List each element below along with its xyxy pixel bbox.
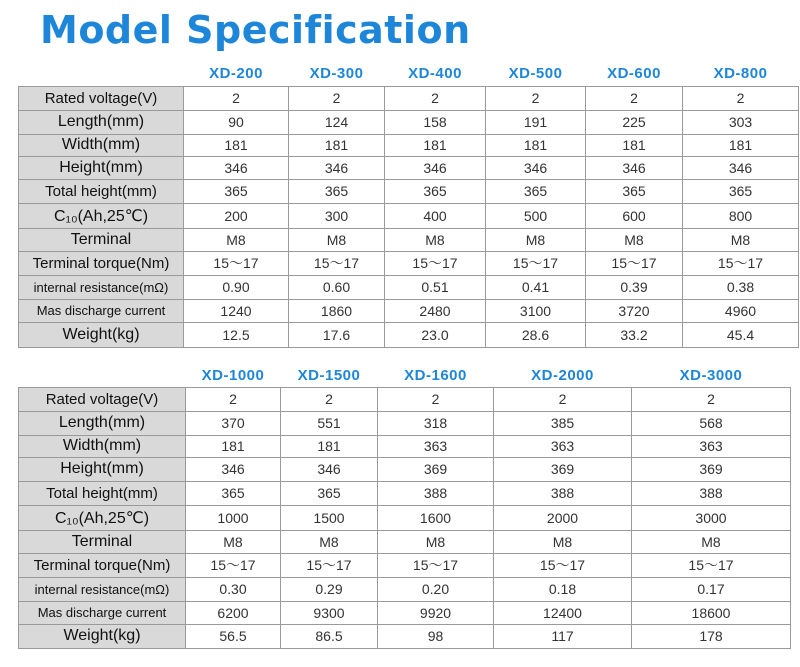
table-row bbox=[19, 530, 791, 553]
spec-value: 2 bbox=[683, 86, 799, 110]
spec-value: 4960 bbox=[683, 299, 799, 322]
row-label: Weight(kg) bbox=[19, 624, 186, 648]
spec-table-2 bbox=[18, 365, 791, 649]
spec-value: 0.60 bbox=[289, 275, 385, 299]
spec-value: 346 bbox=[586, 156, 683, 179]
spec-value: 800 bbox=[683, 203, 799, 228]
table-row bbox=[19, 134, 799, 156]
spec-value: 181 bbox=[184, 134, 289, 156]
model-name: XD-800 bbox=[683, 62, 799, 86]
spec-value: 45.4 bbox=[683, 322, 799, 347]
spec-value: 365 bbox=[281, 481, 378, 505]
spec-value: 15～17 bbox=[186, 553, 281, 577]
spec-value: 2 bbox=[378, 387, 494, 411]
spec-value: M8 bbox=[683, 228, 799, 251]
spec-value: M8 bbox=[289, 228, 385, 251]
spec-value: 56.5 bbox=[186, 624, 281, 648]
spec-value: 365 bbox=[385, 179, 486, 203]
spec-value: 15～17 bbox=[289, 251, 385, 275]
spec-value: 388 bbox=[494, 481, 632, 505]
model-name: XD-200 bbox=[184, 62, 289, 86]
spec-value: 15～17 bbox=[378, 553, 494, 577]
spec-value: 318 bbox=[378, 411, 494, 435]
row-label: C₁₀(Ah,25℃) bbox=[19, 505, 186, 530]
spec-value: 2 bbox=[186, 387, 281, 411]
spec-value: 369 bbox=[378, 457, 494, 481]
spec-value: 2 bbox=[632, 387, 791, 411]
row-label: Terminal torque(Nm) bbox=[19, 553, 186, 577]
spec-value: 600 bbox=[586, 203, 683, 228]
row-label: Total height(mm) bbox=[19, 179, 184, 203]
row-label: Width(mm) bbox=[19, 134, 184, 156]
spec-value: 1600 bbox=[378, 505, 494, 530]
spec-value: 551 bbox=[281, 411, 378, 435]
spec-value: 12.5 bbox=[184, 322, 289, 347]
model-name: XD-300 bbox=[289, 62, 385, 86]
spec-value: 2 bbox=[486, 86, 586, 110]
table-row bbox=[19, 435, 791, 457]
spec-value: 400 bbox=[385, 203, 486, 228]
spec-value: 346 bbox=[281, 457, 378, 481]
model-header-row bbox=[19, 62, 799, 86]
spec-value: 363 bbox=[632, 435, 791, 457]
table-row bbox=[19, 322, 799, 347]
spec-table-1 bbox=[18, 62, 799, 348]
model-name: XD-1600 bbox=[378, 365, 494, 387]
spec-value: 86.5 bbox=[281, 624, 378, 648]
table-row bbox=[19, 299, 799, 322]
spec-value: 388 bbox=[378, 481, 494, 505]
spec-value: M8 bbox=[186, 530, 281, 553]
spec-value: M8 bbox=[281, 530, 378, 553]
spec-value: 369 bbox=[494, 457, 632, 481]
spec-value: 346 bbox=[385, 156, 486, 179]
spec-value: 33.2 bbox=[586, 322, 683, 347]
spec-value: 500 bbox=[486, 203, 586, 228]
spec-value: 15～17 bbox=[586, 251, 683, 275]
spec-value: 225 bbox=[586, 110, 683, 134]
row-label: Width(mm) bbox=[19, 435, 186, 457]
spec-value: 1240 bbox=[184, 299, 289, 322]
spec-value: 3720 bbox=[586, 299, 683, 322]
spec-value: 370 bbox=[186, 411, 281, 435]
table-row bbox=[19, 110, 799, 134]
table-row bbox=[19, 601, 791, 624]
spec-value: 15～17 bbox=[281, 553, 378, 577]
row-label: Height(mm) bbox=[19, 156, 184, 179]
spec-value: 0.17 bbox=[632, 577, 791, 601]
spec-value: 2 bbox=[289, 86, 385, 110]
spec-value: M8 bbox=[494, 530, 632, 553]
row-label: Terminal torque(Nm) bbox=[19, 251, 184, 275]
spec-value: 1860 bbox=[289, 299, 385, 322]
spec-value: 346 bbox=[186, 457, 281, 481]
table-row bbox=[19, 156, 799, 179]
spec-value: 346 bbox=[486, 156, 586, 179]
spec-value: M8 bbox=[184, 228, 289, 251]
spec-value: 124 bbox=[289, 110, 385, 134]
spec-value: 2 bbox=[586, 86, 683, 110]
spec-value: 0.18 bbox=[494, 577, 632, 601]
row-label: Terminal bbox=[19, 530, 186, 553]
spec-value: M8 bbox=[486, 228, 586, 251]
spec-value: 0.29 bbox=[281, 577, 378, 601]
spec-value: 191 bbox=[486, 110, 586, 134]
spec-value: 365 bbox=[683, 179, 799, 203]
row-label: Mas discharge current bbox=[19, 601, 186, 624]
table-row bbox=[19, 553, 791, 577]
spec-value: 365 bbox=[586, 179, 683, 203]
row-label: Rated voltage(V) bbox=[19, 387, 186, 411]
table-row bbox=[19, 86, 799, 110]
model-name: XD-400 bbox=[385, 62, 486, 86]
spec-value: 181 bbox=[683, 134, 799, 156]
spec-value: M8 bbox=[385, 228, 486, 251]
spec-value: 158 bbox=[385, 110, 486, 134]
table-row bbox=[19, 624, 791, 648]
page-title: Model Specification bbox=[40, 8, 471, 52]
header-corner bbox=[19, 365, 186, 387]
spec-value: 2480 bbox=[385, 299, 486, 322]
spec-value: 369 bbox=[632, 457, 791, 481]
model-name: XD-2000 bbox=[494, 365, 632, 387]
model-name: XD-600 bbox=[586, 62, 683, 86]
spec-value: 200 bbox=[184, 203, 289, 228]
spec-value: 2 bbox=[494, 387, 632, 411]
spec-value: 3000 bbox=[632, 505, 791, 530]
spec-value: 12400 bbox=[494, 601, 632, 624]
model-name: XD-3000 bbox=[632, 365, 791, 387]
table-row bbox=[19, 457, 791, 481]
spec-value: 388 bbox=[632, 481, 791, 505]
spec-value: 2 bbox=[385, 86, 486, 110]
row-label: C₁₀(Ah,25℃) bbox=[19, 203, 184, 228]
table-row bbox=[19, 203, 799, 228]
model-header-row bbox=[19, 365, 791, 387]
spec-value: 181 bbox=[289, 134, 385, 156]
spec-value: 0.30 bbox=[186, 577, 281, 601]
spec-value: 15～17 bbox=[486, 251, 586, 275]
table-row bbox=[19, 577, 791, 601]
spec-value: 303 bbox=[683, 110, 799, 134]
spec-value: M8 bbox=[378, 530, 494, 553]
spec-value: 6200 bbox=[186, 601, 281, 624]
row-label: Length(mm) bbox=[19, 110, 184, 134]
spec-value: 365 bbox=[184, 179, 289, 203]
table-row bbox=[19, 275, 799, 299]
spec-value: 15～17 bbox=[184, 251, 289, 275]
spec-value: 181 bbox=[586, 134, 683, 156]
spec-value: 9300 bbox=[281, 601, 378, 624]
table-row bbox=[19, 179, 799, 203]
spec-value: 300 bbox=[289, 203, 385, 228]
spec-value: 98 bbox=[378, 624, 494, 648]
spec-value: 15～17 bbox=[494, 553, 632, 577]
spec-value: 0.51 bbox=[385, 275, 486, 299]
spec-value: 3100 bbox=[486, 299, 586, 322]
spec-value: 181 bbox=[186, 435, 281, 457]
row-label: Mas discharge current bbox=[19, 299, 184, 322]
spec-value: 0.41 bbox=[486, 275, 586, 299]
row-label: Length(mm) bbox=[19, 411, 186, 435]
row-label: Height(mm) bbox=[19, 457, 186, 481]
spec-value: 117 bbox=[494, 624, 632, 648]
header-corner bbox=[19, 62, 184, 86]
spec-value: 363 bbox=[378, 435, 494, 457]
spec-value: 365 bbox=[186, 481, 281, 505]
spec-value: 23.0 bbox=[385, 322, 486, 347]
spec-value: 346 bbox=[184, 156, 289, 179]
spec-value: 568 bbox=[632, 411, 791, 435]
table-row bbox=[19, 505, 791, 530]
spec-value: 0.39 bbox=[586, 275, 683, 299]
spec-value: 346 bbox=[289, 156, 385, 179]
spec-value: 17.6 bbox=[289, 322, 385, 347]
spec-value: 346 bbox=[683, 156, 799, 179]
spec-value: 9920 bbox=[378, 601, 494, 624]
spec-value: 2 bbox=[184, 86, 289, 110]
row-label: Rated voltage(V) bbox=[19, 86, 184, 110]
spec-value: 15～17 bbox=[632, 553, 791, 577]
spec-value: 363 bbox=[494, 435, 632, 457]
spec-value: M8 bbox=[632, 530, 791, 553]
row-label: internal resistance(mΩ) bbox=[19, 577, 186, 601]
spec-value: 385 bbox=[494, 411, 632, 435]
row-label: Weight(kg) bbox=[19, 322, 184, 347]
spec-value: 15～17 bbox=[683, 251, 799, 275]
row-label: Total height(mm) bbox=[19, 481, 186, 505]
spec-value: 2 bbox=[281, 387, 378, 411]
row-label: internal resistance(mΩ) bbox=[19, 275, 184, 299]
spec-value: 181 bbox=[385, 134, 486, 156]
table-row bbox=[19, 387, 791, 411]
spec-value: 2000 bbox=[494, 505, 632, 530]
spec-value: 181 bbox=[486, 134, 586, 156]
model-name: XD-1500 bbox=[281, 365, 378, 387]
spec-value: 90 bbox=[184, 110, 289, 134]
spec-value: 365 bbox=[289, 179, 385, 203]
row-label: Terminal bbox=[19, 228, 184, 251]
spec-value: 1000 bbox=[186, 505, 281, 530]
spec-value: 0.20 bbox=[378, 577, 494, 601]
table-row bbox=[19, 228, 799, 251]
table-row bbox=[19, 411, 791, 435]
spec-value: 0.90 bbox=[184, 275, 289, 299]
table-row bbox=[19, 251, 799, 275]
spec-value: 15～17 bbox=[385, 251, 486, 275]
model-name: XD-500 bbox=[486, 62, 586, 86]
spec-value: 365 bbox=[486, 179, 586, 203]
spec-value: 181 bbox=[281, 435, 378, 457]
spec-value: 1500 bbox=[281, 505, 378, 530]
spec-value: 0.38 bbox=[683, 275, 799, 299]
spec-value: 178 bbox=[632, 624, 791, 648]
spec-value: 18600 bbox=[632, 601, 791, 624]
spec-value: 28.6 bbox=[486, 322, 586, 347]
model-name: XD-1000 bbox=[186, 365, 281, 387]
spec-value: M8 bbox=[586, 228, 683, 251]
table-row bbox=[19, 481, 791, 505]
